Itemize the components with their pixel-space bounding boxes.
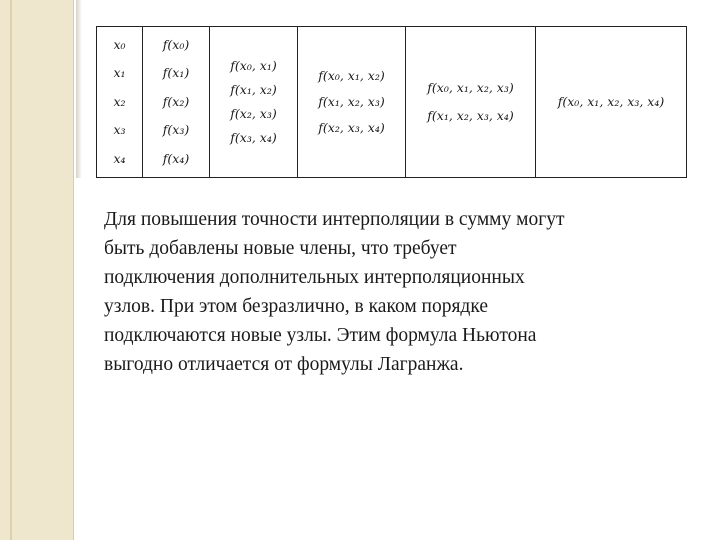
node-x1: x₁ xyxy=(113,65,126,81)
table-column-third-differences xyxy=(406,27,536,178)
value-f-x2: f(x₂) xyxy=(162,93,190,109)
table-column-first-differences xyxy=(210,27,298,178)
decorative-left-bar xyxy=(0,0,74,540)
table-column-values xyxy=(143,27,210,178)
second-difference-1: f(x₁, x₂, x₃) xyxy=(318,94,385,109)
second-difference-2: f(x₂, x₃, x₄) xyxy=(318,120,385,135)
first-difference-3: f(x₃, x₄) xyxy=(230,130,277,145)
paragraph-line: узлов. При этом безразлично, в каком порядке xyxy=(104,296,489,317)
paragraph-line: быть добавлены новые члены, что требует xyxy=(104,238,457,259)
slide-edge-shadow xyxy=(76,0,82,178)
table-column-fourth-difference xyxy=(536,27,687,178)
first-difference-0: f(x₀, x₁) xyxy=(230,58,277,73)
third-difference-0: f(x₀, x₁, x₂, x₃) xyxy=(427,80,514,95)
explanation-paragraph xyxy=(104,205,694,379)
value-f-x1: f(x₁) xyxy=(162,65,190,81)
node-x0: x₀ xyxy=(113,36,126,52)
paragraph-line: подключаются новые узлы. Этим формула Ньютона xyxy=(104,325,537,346)
paragraph-line: выгодно отличается от формулы Лагранжа. xyxy=(104,354,464,375)
node-x2: x₂ xyxy=(113,93,126,109)
paragraph-line: подключения дополнительных интерполяционных xyxy=(104,267,525,288)
paragraph-line: Для повышения точности интерполяции в сумму могут xyxy=(104,209,565,230)
table-row xyxy=(97,27,687,178)
third-difference-1: f(x₁, x₂, x₃, x₄) xyxy=(427,108,514,123)
value-f-x3: f(x₃) xyxy=(162,122,190,138)
table-column-second-differences xyxy=(298,27,406,178)
value-f-x0: f(x₀) xyxy=(162,36,190,52)
first-difference-2: f(x₂, x₃) xyxy=(230,106,277,121)
second-difference-0: f(x₀, x₁, x₂) xyxy=(318,68,385,83)
divided-differences-table xyxy=(96,26,687,178)
node-x4: x₄ xyxy=(113,150,126,166)
value-f-x4: f(x₄) xyxy=(162,150,190,166)
first-difference-1: f(x₁, x₂) xyxy=(230,82,277,97)
node-x3: x₃ xyxy=(113,122,126,138)
fourth-difference-0: f(x₀, x₁, x₂, x₃, x₄) xyxy=(557,94,665,109)
table-column-nodes xyxy=(97,27,143,178)
decorative-left-line xyxy=(10,0,12,540)
